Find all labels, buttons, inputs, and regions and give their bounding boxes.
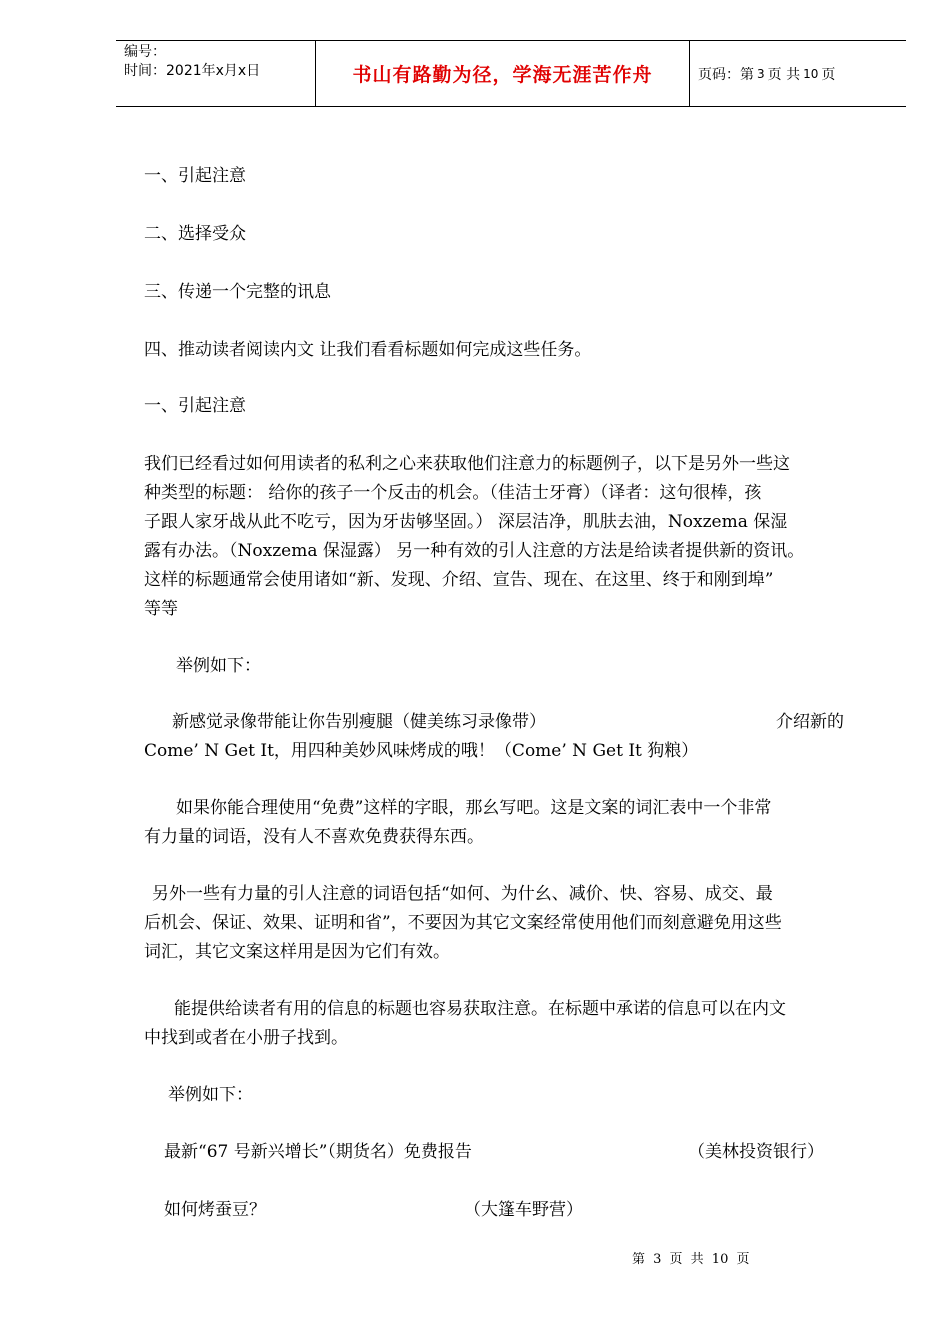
paragraph-line: 我们已经看过如何用读者的私利之心来获取他们注意力的标题例子，以下是另外一些这 <box>144 454 790 474</box>
example-2-left: 最新“67 号新兴增长”（期货名）免费报告 <box>164 1142 472 1162</box>
page-total: 10 <box>803 66 819 81</box>
time-label: 时间：2021年x月x日 <box>124 63 261 79</box>
paragraph-line: 子跟人家牙战从此不吃亏，因为牙齿够坚固。） 深层洁净，肌肤去油，Noxzema 保湿 <box>144 512 788 532</box>
paragraph-line: 能提供给读者有用的信息的标题也容易获取注意。在标题中承诺的信息可以在内文 <box>174 999 786 1019</box>
paragraph-line: 等等 <box>144 599 178 619</box>
header-meta <box>116 41 316 106</box>
example-label: 举例如下： <box>176 656 261 676</box>
example-label: 举例如下： <box>168 1085 253 1105</box>
list-item: 一、引起注意 <box>144 396 246 416</box>
example-3-right: （大篷车野营） <box>464 1200 583 1220</box>
paragraph-line: 这样的标题通常会使用诸如“新、发现、介绍、宣告、现在、在这里、终于和刚到埠” <box>144 570 774 590</box>
paragraph-line: 另外一些有力量的引人注意的词语包括“如何、为什幺、减价、快、容易、成交、最 <box>152 884 773 904</box>
number-label: 编号： <box>124 44 166 60</box>
paragraph-line: 露有办法。（Noxzema 保湿露） 另一种有效的引人注意的方法是给读者提供新的资讯。 <box>144 541 805 561</box>
example-1-right: 介绍新的 <box>776 712 844 732</box>
example-2-right: （美林投资银行） <box>688 1142 824 1162</box>
list-item: 一、引起注意 <box>144 166 246 186</box>
page-current: 3 <box>757 66 765 81</box>
page-suffix: 页 <box>821 66 836 83</box>
paragraph-line: 如果你能合理使用“免费”这样的字眼，那幺写吧。这是文案的词汇表中一个非常 <box>176 798 772 818</box>
page-prefix: 页码：第 <box>698 66 754 83</box>
example-3-left: 如何烤蚕豆？ <box>164 1200 266 1220</box>
example-1-line-2: Come’ N Get It，用四种美妙风味烤成的哦！（Come’ N Get It 狗粮） <box>144 741 699 761</box>
paragraph-line: 中找到或者在小册子找到。 <box>144 1028 348 1048</box>
page-footer: 第 3 页 共 10 页 <box>632 1252 750 1267</box>
paragraph-line: 词汇，其它文案这样用是因为它们有效。 <box>144 942 450 962</box>
paragraph-line: 后机会、保证、效果、证明和省”，不要因为其它文案经常使用他们而刻意避免用这些 <box>144 913 782 933</box>
list-item: 三、传递一个完整的讯息 <box>144 282 331 302</box>
header-motto: 书山有路勤为径，学海无涯苦作舟 <box>316 41 690 106</box>
paragraph-line: 有力量的词语，没有人不喜欢免费获得东西。 <box>144 827 484 847</box>
page-header <box>116 40 906 107</box>
list-item: 二、选择受众 <box>144 224 246 244</box>
paragraph-line: 种类型的标题： 给你的孩子一个反击的机会。（佳洁士牙膏）（译者：这句很棒，孩 <box>144 483 762 503</box>
list-item: 四、推动读者阅读内文 让我们看看标题如何完成这些任务。 <box>144 340 592 360</box>
header-page-number <box>690 41 906 106</box>
page-mid: 页 共 <box>767 66 801 83</box>
example-1-left: 新感觉录像带能让你告别瘦腿（健美练习录像带） <box>172 712 546 732</box>
